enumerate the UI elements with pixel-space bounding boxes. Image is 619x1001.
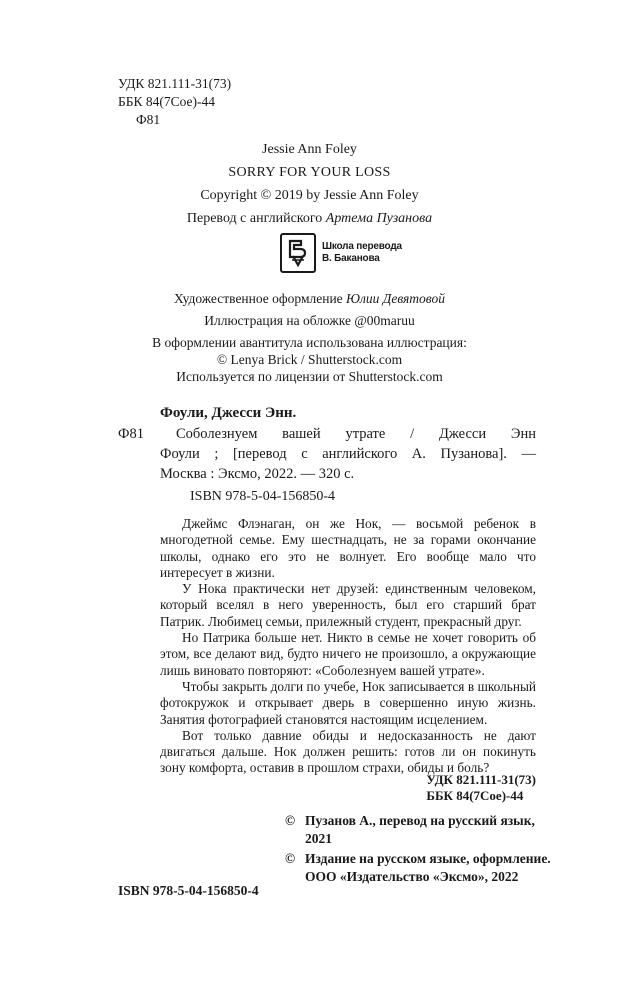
- license-note: Используется по лицензии от Shutterstock.com: [176, 369, 443, 384]
- annotation-paragraph: Чтобы закрыть долги по учебе, Нок записывается в школьный фотокружок и открывает дверь в совершенно иную жизнь. Занятия фотографией становятся настоящим исцелением.: [160, 678, 536, 727]
- logo-line-1: Школа перевода: [322, 241, 402, 252]
- catalog-line-3: Москва : Эксмо, 2022. — 320 с.: [160, 466, 355, 482]
- bbk-code: ББК 84(7Сое)-44: [118, 94, 216, 109]
- annotation: [160, 516, 536, 777]
- annotation-paragraph: Джеймс Флэнаган, он же Нок, — восьмой ребенок в многодетной семье. Ему шестнадцать, не за горами окончание школы, однако его это не волнует. Его вообще мало что интересует в жизни.: [160, 516, 536, 580]
- catalog-line-2: Фоули ; [перевод с английского А. Пузанова]. —: [160, 446, 536, 462]
- copyright-symbol: ©: [285, 851, 296, 866]
- frontispiece-credit: © Lenya Brick / Shutterstock.com: [216, 352, 403, 367]
- catalog-isbn: ISBN 978-5-04-156850-4: [190, 489, 336, 504]
- annotation-udk: УДК 821.111-31(73): [426, 772, 536, 787]
- translation-school-logo: [280, 233, 402, 273]
- cover-illustration-credit: Иллюстрация на обложке @00maruu: [204, 313, 415, 328]
- annotation-bbk: ББК 84(7Сое)-44: [426, 788, 524, 803]
- annotation-paragraph: У Нока практически нет друзей: единственным человеком, который вселял в него уверенность, был его старший брат Патрик. Любимец семьи, прилежный студент, прекрасный друг.: [160, 581, 536, 629]
- credits: [0, 290, 619, 385]
- original-copyright: Copyright © 2019 by Jessie Ann Foley: [200, 188, 419, 203]
- annotation-paragraph: Но Патрика больше нет. Никто в семье не хочет говорить об этом, все делают вид, будто ничего не произошло, а окружающие лишь виновато повторяют: «Соболезнуем вашей утрате».: [160, 630, 536, 678]
- original-title: SORRY FOR YOUR LOSS: [228, 165, 391, 180]
- catalog-mark: Ф81: [118, 426, 144, 442]
- catalog-author-heading: Фоули, Джесси Энн.: [160, 405, 297, 421]
- translation-copyright-text: Пузанов А., перевод на русский язык, 2021: [305, 813, 535, 846]
- edition-copyright: [285, 850, 555, 885]
- design-prefix: Художественное оформление: [174, 291, 347, 306]
- edition-copyright-text: Издание на русском языке, оформление. ООО «Издательство «Эксмо», 2022: [305, 851, 551, 884]
- school-emblem-icon: [280, 233, 316, 273]
- translator-credit: [0, 210, 619, 227]
- udk-code: УДК 821.111-31(73): [118, 76, 232, 91]
- copyright-notices: [285, 812, 555, 885]
- annotation-classification: [426, 772, 536, 804]
- annotation-paragraph: Вот только давние обиды и недосказанность не дают двигаться дальше. Нок должен решить: готов ли он покинуть зону комфорта, оставив в прошлом страхи, обиды и боль?: [160, 727, 536, 776]
- catalog-line-1: Соболезнуем вашей утрате / Джесси Энн: [176, 426, 536, 442]
- copyright-symbol: ©: [285, 813, 296, 828]
- designer-name: Юлии Девятовой: [346, 291, 445, 306]
- author-mark: Ф81: [136, 112, 161, 127]
- book-isbn: ISBN 978-5-04-156850-4: [118, 883, 259, 898]
- translation-prefix: Перевод с английского: [186, 211, 326, 226]
- translator-name: Артема Пузанова: [325, 211, 433, 226]
- design-credit: [0, 290, 619, 307]
- original-author: Jessie Ann Foley: [262, 142, 357, 157]
- logo-text: [322, 241, 402, 265]
- logo-line-2: В. Баканова: [322, 253, 380, 264]
- frontispiece-label: В оформлении авантитула использована иллюстрация:: [152, 335, 467, 350]
- catalog-description: [160, 424, 536, 484]
- translation-copyright: [285, 812, 555, 847]
